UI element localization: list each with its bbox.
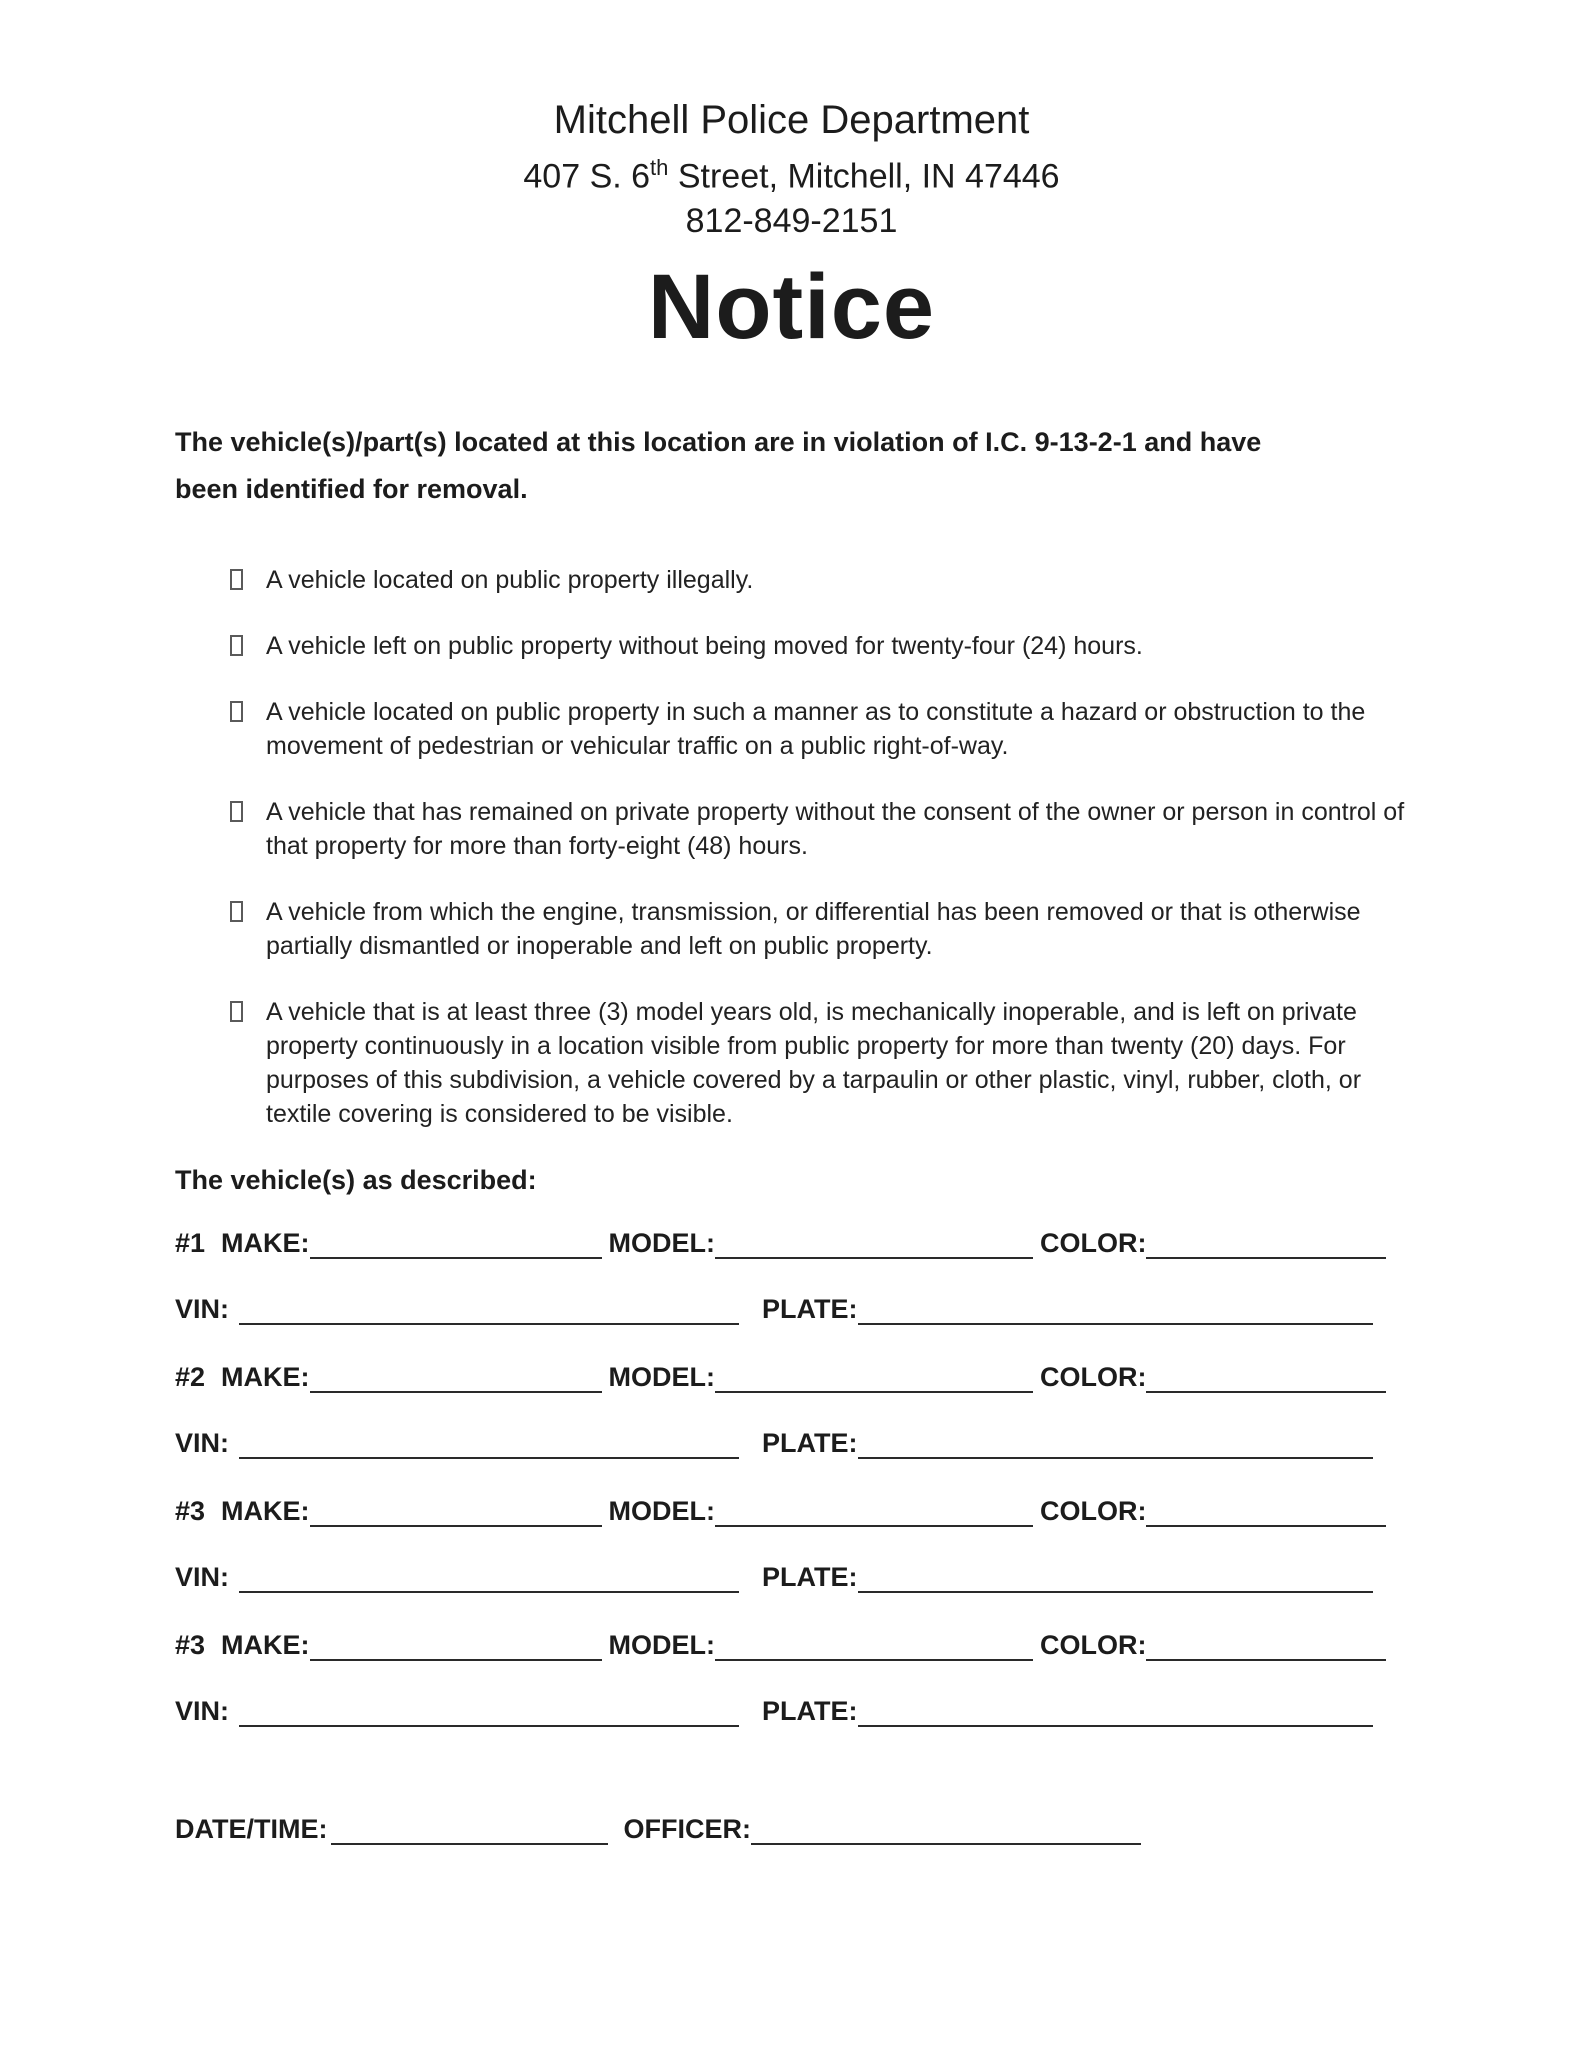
vin-label: VIN: (175, 1562, 229, 1593)
violation-item (230, 629, 1430, 663)
violation-text: A vehicle from which the engine, transmission, or differential has been removed or that is otherwise partially dismantled or inoperable and left on public property. (266, 898, 1361, 961)
plate-field-line[interactable] (858, 1697, 1373, 1727)
document-title: Notice (647, 256, 936, 359)
vin-field-line[interactable] (239, 1429, 739, 1459)
vehicle-form (175, 1225, 1463, 1845)
model-field-line[interactable] (715, 1497, 1033, 1527)
vehicle-vin-row (175, 1559, 1463, 1593)
vehicle-vin-row (175, 1291, 1463, 1325)
empty-checkbox-icon[interactable] (230, 1001, 243, 1022)
plate-field-line[interactable] (858, 1563, 1373, 1593)
plate-field-line[interactable] (858, 1429, 1373, 1459)
make-field-line[interactable] (310, 1229, 602, 1259)
officer-label: OFFICER: (623, 1814, 751, 1845)
plate-label: PLATE: (762, 1696, 858, 1727)
department-name: Mitchell Police Department (553, 98, 1030, 142)
date-officer-row (175, 1811, 1463, 1845)
vehicle-block-3 (175, 1493, 1463, 1593)
make-field-line[interactable] (310, 1497, 602, 1527)
vehicle-vin-row (175, 1425, 1463, 1459)
datetime-field-line[interactable] (331, 1815, 608, 1845)
model-label: MODEL: (608, 1228, 715, 1259)
document-body (0, 419, 1583, 1845)
violation-item (230, 895, 1430, 963)
model-field-line[interactable] (715, 1631, 1033, 1661)
address-ordinal-superscript: th (650, 155, 669, 180)
violation-text: A vehicle that is at least three (3) model years old, is mechanically inoperable, and is left on private property continuously in a location visible from public property for more than twenty (20) days. For purposes of this subdivision, a vehicle covered by a tarpaulin or other plastic, vinyl, rubber, cloth, or textile covering is considered to be visible. (266, 998, 1362, 1129)
vehicle-make-row (175, 1627, 1463, 1661)
vehicle-number: #2 (175, 1362, 206, 1393)
violation-item (230, 563, 1430, 597)
make-field-line[interactable] (310, 1363, 602, 1393)
vehicle-number: #3 (175, 1630, 206, 1661)
datetime-label: DATE/TIME: (175, 1814, 328, 1845)
make-label: MAKE: (221, 1630, 310, 1661)
model-field-line[interactable] (715, 1363, 1033, 1393)
empty-checkbox-icon[interactable] (230, 701, 243, 722)
intro-paragraph (175, 419, 1463, 513)
vehicle-make-row (175, 1359, 1463, 1393)
plate-label: PLATE: (762, 1562, 858, 1593)
vehicle-number: #1 (175, 1228, 206, 1259)
violation-text: A vehicle located on public property in such a manner as to constitute a hazard or obstruction to the movement of pedestrian or vehicular traffic on a public right-of-way. (266, 698, 1366, 761)
vin-field-line[interactable] (239, 1563, 739, 1593)
color-field-line[interactable] (1146, 1363, 1386, 1393)
violation-text: A vehicle that has remained on private property without the consent of the owner or person in control of that property for more than forty-eight (48) hours. (266, 798, 1405, 861)
make-field-line[interactable] (310, 1631, 602, 1661)
model-label: MODEL: (608, 1362, 715, 1393)
vin-label: VIN: (175, 1696, 229, 1727)
make-label: MAKE: (221, 1362, 310, 1393)
vehicle-block-4 (175, 1627, 1463, 1727)
violation-item (230, 695, 1430, 763)
empty-checkbox-icon[interactable] (230, 569, 243, 590)
vehicle-block-2 (175, 1359, 1463, 1459)
address-prefix: 407 S. 6 (523, 157, 651, 196)
model-label: MODEL: (608, 1496, 715, 1527)
violation-item (230, 995, 1430, 1131)
vehicle-block-1 (175, 1225, 1463, 1325)
address-suffix: Street, Mitchell, IN 47446 (668, 157, 1060, 196)
vehicle-vin-row (175, 1693, 1463, 1727)
violation-text: A vehicle left on public property without being moved for twenty-four (24) hours. (266, 632, 1143, 661)
color-label: COLOR: (1039, 1362, 1147, 1393)
color-label: COLOR: (1039, 1496, 1147, 1527)
vehicles-described-heading: The vehicle(s) as described: (175, 1165, 537, 1196)
department-phone: 812-849-2151 (685, 202, 898, 241)
violation-text: A vehicle located on public property illegally. (266, 566, 754, 595)
color-label: COLOR: (1039, 1228, 1147, 1259)
model-field-line[interactable] (715, 1229, 1033, 1259)
department-address (0, 145, 1583, 199)
intro-line-1: The vehicle(s)/part(s) located at this location are in violation of I.C. 9-13-2-1 and have (175, 427, 1262, 458)
model-label: MODEL: (608, 1630, 715, 1661)
vin-label: VIN: (175, 1294, 229, 1325)
plate-field-line[interactable] (858, 1295, 1373, 1325)
intro-line-2: been identified for removal. (175, 474, 528, 505)
plate-label: PLATE: (762, 1428, 858, 1459)
color-label: COLOR: (1039, 1630, 1147, 1661)
vehicle-make-row (175, 1493, 1463, 1527)
color-field-line[interactable] (1146, 1631, 1386, 1661)
document-header (0, 0, 1583, 357)
empty-checkbox-icon[interactable] (230, 801, 243, 822)
empty-checkbox-icon[interactable] (230, 901, 243, 922)
color-field-line[interactable] (1146, 1229, 1386, 1259)
officer-field-line[interactable] (751, 1815, 1141, 1845)
violation-item (230, 795, 1430, 863)
vehicle-make-row (175, 1225, 1463, 1259)
make-label: MAKE: (221, 1228, 310, 1259)
vehicle-number: #3 (175, 1496, 206, 1527)
color-field-line[interactable] (1146, 1497, 1386, 1527)
plate-label: PLATE: (762, 1294, 858, 1325)
vin-field-line[interactable] (239, 1697, 739, 1727)
violation-list (230, 563, 1463, 1131)
make-label: MAKE: (221, 1496, 310, 1527)
empty-checkbox-icon[interactable] (230, 635, 243, 656)
vin-label: VIN: (175, 1428, 229, 1459)
vin-field-line[interactable] (239, 1295, 739, 1325)
